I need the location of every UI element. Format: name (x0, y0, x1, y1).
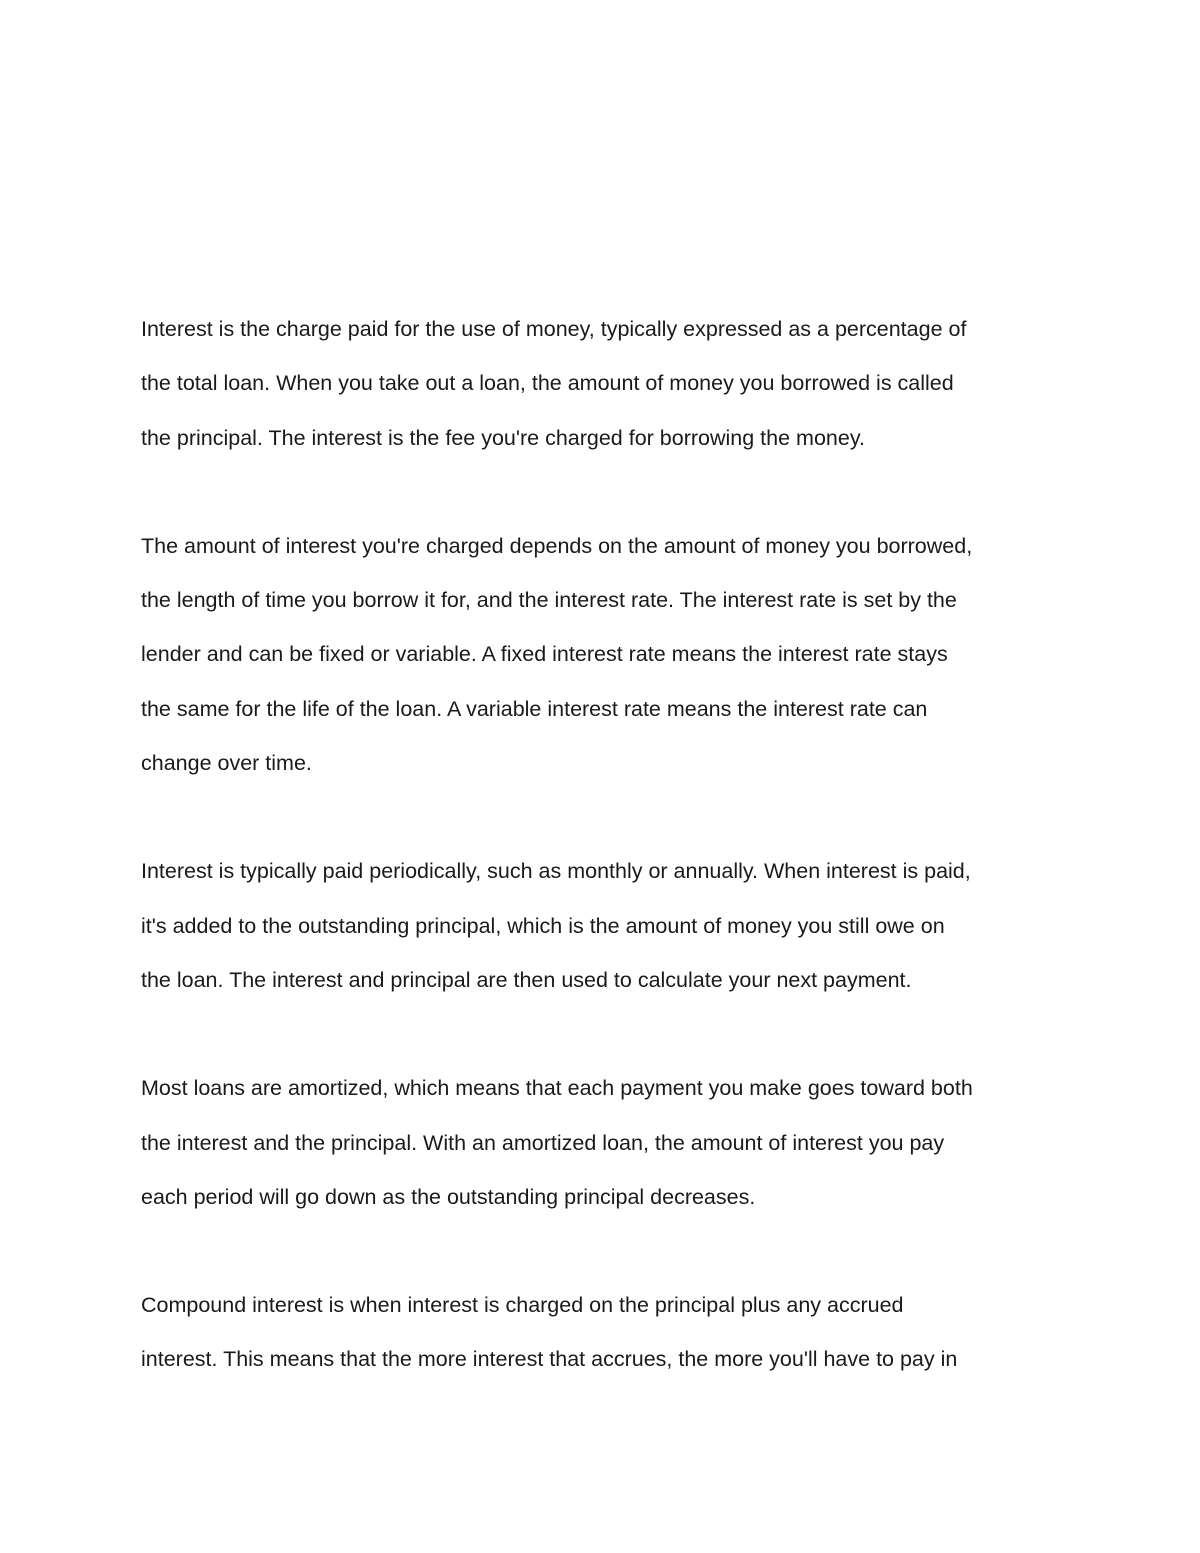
text-line: it's added to the outstanding principal, which is the amount of money you still owe on (141, 913, 945, 938)
text-line: Interest is typically paid periodically, such as monthly or annually. When interest is paid, (141, 859, 971, 884)
text-line: Compound interest is when interest is charged on the principal plus any accrued (141, 1293, 904, 1318)
text-line: The amount of interest you're charged depends on the amount of money you borrowed, (141, 533, 973, 558)
text-line: the length of time you borrow it for, and the interest rate. The interest rate is set by the (141, 588, 957, 613)
text-line: Most loans are amortized, which means that each payment you make goes toward both (141, 1076, 973, 1101)
paragraph-interest-payment (141, 844, 1061, 1007)
text-line: interest. This means that the more interest that accrues, the more you'll have to pay in (141, 1347, 958, 1372)
paragraph-compound-interest (141, 1278, 1061, 1387)
document-body (141, 302, 1061, 1441)
paragraph-interest-definition (141, 302, 1061, 465)
text-line: Interest is the charge paid for the use of money, typically expressed as a percentage of (141, 317, 967, 341)
text-line: the interest and the principal. With an amortized loan, the amount of interest you pay (141, 1130, 945, 1155)
paragraph-interest-amount (141, 519, 1061, 790)
text-line: the same for the life of the loan. A variable interest rate means the interest rate can (141, 696, 928, 721)
paragraph-amortization (141, 1061, 1061, 1224)
text-line: lender and can be fixed or variable. A fixed interest rate means the interest rate stays (141, 642, 948, 667)
text-line: each period will go down as the outstanding principal decreases. (141, 1184, 756, 1209)
text-line: the loan. The interest and principal are then used to calculate your next payment. (141, 967, 912, 992)
text-line: the total loan. When you take out a loan, the amount of money you borrowed is called (141, 371, 954, 396)
text-line: the principal. The interest is the fee you're charged for borrowing the money. (141, 425, 865, 450)
text-line: change over time. (141, 751, 312, 776)
